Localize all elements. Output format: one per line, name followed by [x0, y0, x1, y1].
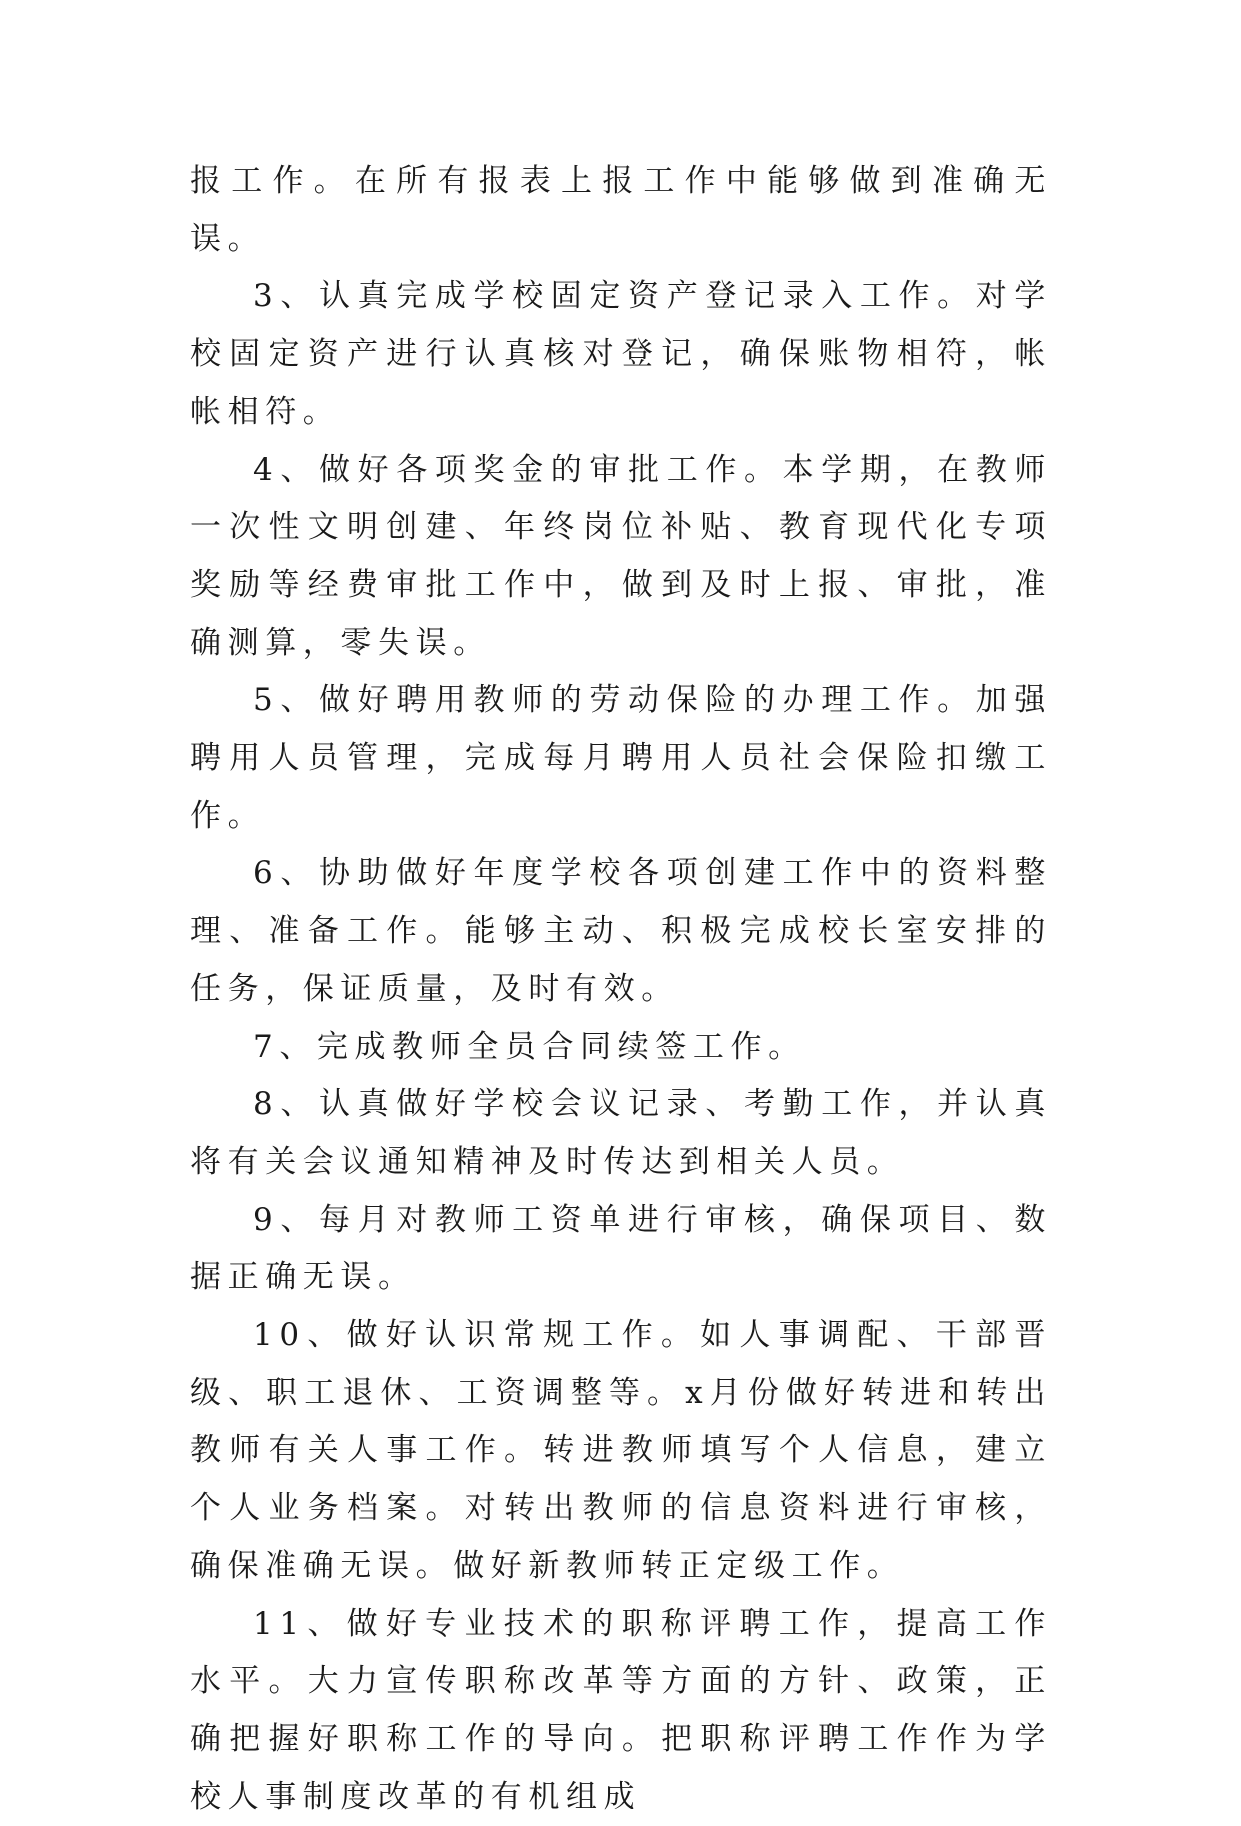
paragraph-item-4: 4、做好各项奖金的审批工作。本学期，在教师一次性文明创建、年终岗位补贴、教育现代化专项奖励等经费审批工作中，做到及时上报、审批，准确测算，零失误。: [190, 451, 1052, 661]
paragraph-item-5: 5、做好聘用教师的劳动保险的办理工作。加强聘用人员管理，完成每月聘用人员社会保险扣缴工作。: [190, 682, 1052, 834]
paragraph-item-9: 9、每月对教师工资单进行审核，确保项目、数据正确无误。: [190, 1201, 1052, 1296]
paragraph-continuation: 报工作。在所有报表上报工作中能够做到准确无误。: [190, 163, 1052, 257]
paragraph-item-10: 10、做好认识常规工作。如人事调配、干部晋级、职工退休、工资调整等。x月份做好转进和转出教师有关人事工作。转进教师填写个人信息，建立个人业务档案。对转出教师的信息资料进行审核，确保准确无误。做好新教师转正定级工作。: [190, 1317, 1052, 1584]
paragraph-item-3: 3、认真完成学校固定资产登记录入工作。对学校固定资产进行认真核对登记，确保账物相符，帐帐相符。: [190, 278, 1052, 430]
paragraph-item-11: 11、做好专业技术的职称评聘工作，提高工作水平。大力宣传职称改革等方面的方针、政策，正确把握好职称工作的导向。把职称评聘工作作为学校人事制度改革的有机组成: [190, 1605, 1052, 1815]
paragraph-item-7: 7、完成教师全员合同续签工作。: [253, 1028, 806, 1065]
document-body: [190, 153, 1052, 1826]
paragraph-item-6: 6、协助做好年度学校各项创建工作中的资料整理、准备工作。能够主动、积极完成校长室安排的任务，保证质量，及时有效。: [190, 855, 1052, 1007]
paragraph-item-8: 8、认真做好学校会议记录、考勤工作，并认真将有关会议通知精神及时传达到相关人员。: [190, 1086, 1052, 1180]
